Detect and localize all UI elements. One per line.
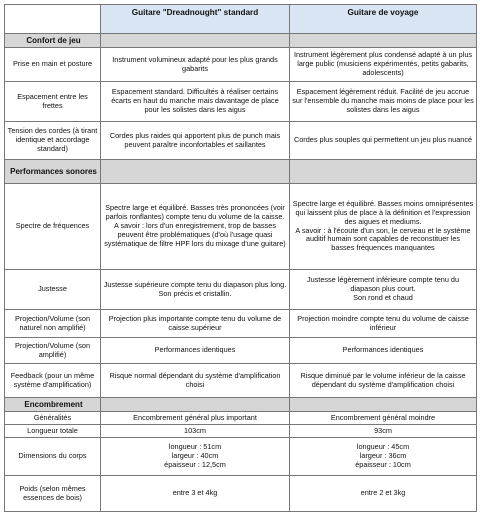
cell-dreadnought: Risque normal dépendant du système d'amplification choisi xyxy=(101,364,290,398)
row-justesse xyxy=(5,270,477,310)
row-projection-amplifie xyxy=(5,338,477,364)
row-label: Longueur totale xyxy=(5,425,101,438)
row-longueur xyxy=(5,425,477,438)
cell-text: largeur : 40cm xyxy=(171,451,219,461)
row-spectre xyxy=(5,184,477,270)
cell-dreadnought xyxy=(101,270,290,310)
header-voyage: Guitare de voyage xyxy=(290,5,477,34)
cell-text: Spectre large et équilibré. Basses moins omniprésentes qui laissent plus de place à la définition et l'expression des aigues et mediums. xyxy=(292,198,474,226)
section-title: Confort de jeu xyxy=(5,34,101,48)
cell-voyage: entre 2 et 3kg xyxy=(290,476,477,512)
section-title: Performances sonores xyxy=(5,160,101,184)
row-tension xyxy=(5,122,477,160)
row-label: Justesse xyxy=(5,270,101,310)
cell-text: A savoir : lors d'un enregistrement, trop de basses peuvent être problématiques (d'où l'usage quasi systématique de filtre HPF lors du mixage d'une guitare) xyxy=(104,221,286,248)
cell-voyage xyxy=(290,438,477,476)
cell-voyage: 93cm xyxy=(290,425,477,438)
cell-dreadnought: Instrument volumineux adapté pour les plus grands gabarits xyxy=(101,48,290,82)
cell-text: basses fréquences manquantes xyxy=(331,243,435,253)
cell-voyage: Cordes plus souples qui permettent un jeu plus nuancé xyxy=(290,122,477,160)
cell-text: largeur : 36cm xyxy=(359,451,407,461)
cell-dreadnought: Espacement standard. Difficultés à réaliser certains écarts en haut du manche mais davantage de place pour les solistes dans les aigus xyxy=(101,82,290,122)
row-projection-naturel xyxy=(5,310,477,338)
row-label: Généralités xyxy=(5,412,101,425)
row-espacement xyxy=(5,82,477,122)
cell-dreadnought xyxy=(101,184,290,270)
row-label: Prise en main et posture xyxy=(5,48,101,82)
section-performances xyxy=(5,160,477,184)
section-encombrement xyxy=(5,398,477,412)
header-row xyxy=(5,5,477,34)
cell-voyage: Performances identiques xyxy=(290,338,477,364)
cell-text: longueur : 51cm xyxy=(168,442,222,452)
cell-voyage xyxy=(290,184,477,270)
row-prise xyxy=(5,48,477,82)
row-feedback xyxy=(5,364,477,398)
row-label: Dimensions du corps xyxy=(5,438,101,476)
row-label: Projection/Volume (son naturel non amplifié) xyxy=(5,310,101,338)
cell-text: longueur : 45cm xyxy=(356,442,410,452)
cell-text: épaisseur : 10cm xyxy=(355,459,411,469)
cell-text: Son précis et cristallin. xyxy=(158,288,232,298)
header-dreadnought: Guitare "Dreadnought" standard xyxy=(101,5,290,34)
cell-voyage: Instrument légèrement plus condensé adapté à un plus large public (musiciens expérimentés, petits gabarits, adolescents) xyxy=(290,48,477,82)
section-confort xyxy=(5,34,477,48)
cell-dreadnought xyxy=(101,438,290,476)
cell-dreadnought: 103cm xyxy=(101,425,290,438)
cell-dreadnought: Cordes plus raides qui apportent plus de punch mais peuvent paraître inconfortables et saillantes xyxy=(101,122,290,160)
cell-dreadnought: Performances identiques xyxy=(101,338,290,364)
cell-text: A savoir : à l'écoute d'un son, le cerveau et le système auditif humain sont capables de reconstituer les xyxy=(295,225,471,244)
cell-text: Spectre large et équilibré. Basses très prononcées (voir parfois ronflantes) compte tenu du volume de la caisse. xyxy=(105,203,285,222)
cell-dreadnought: Projection plus importante compte tenu du volume de caisse supérieur xyxy=(101,310,290,338)
row-label: Feedback (pour un même système d'amplification) xyxy=(5,364,101,398)
cell-voyage: Encombrement général moindre xyxy=(290,412,477,425)
row-label: Spectre de fréquences xyxy=(5,184,101,270)
row-label: Espacement entre les frettes xyxy=(5,82,101,122)
header-corner xyxy=(5,5,101,34)
cell-dreadnought: Encombrement général plus important xyxy=(101,412,290,425)
cell-voyage: Risque diminué par le volume inférieur de la caisse dépendant du système d'amplification choisi xyxy=(290,364,477,398)
section-title: Encombrement xyxy=(5,398,101,412)
cell-text: Justesse supérieure compte tenu du diapason plus long. xyxy=(103,279,287,289)
cell-voyage xyxy=(290,270,477,310)
cell-dreadnought: entre 3 et 4kg xyxy=(101,476,290,512)
row-label: Tension des cordes (à tirant identique et accordage standard) xyxy=(5,122,101,160)
row-dimensions xyxy=(5,438,477,476)
cell-voyage: Projection moindre compte tenu du volume de caisse inférieur xyxy=(290,310,477,338)
row-poids xyxy=(5,476,477,512)
row-label: Poids (selon mêmes essences de bois) xyxy=(5,476,101,512)
cell-text: Son rond et chaud xyxy=(353,292,413,302)
cell-text: épaisseur : 12,5cm xyxy=(164,459,226,469)
comparison-table xyxy=(4,4,477,512)
cell-voyage: Espacement légèrement réduit. Facilité de jeu accrue sur l'ensemble du manche mais moins de place pour les solistes dans les aigus xyxy=(290,82,477,122)
row-generalites xyxy=(5,412,477,425)
cell-text: Justesse légèrement inférieure compte tenu du diapason plus court. xyxy=(306,275,460,294)
row-label: Projection/Volume (son amplifié) xyxy=(5,338,101,364)
